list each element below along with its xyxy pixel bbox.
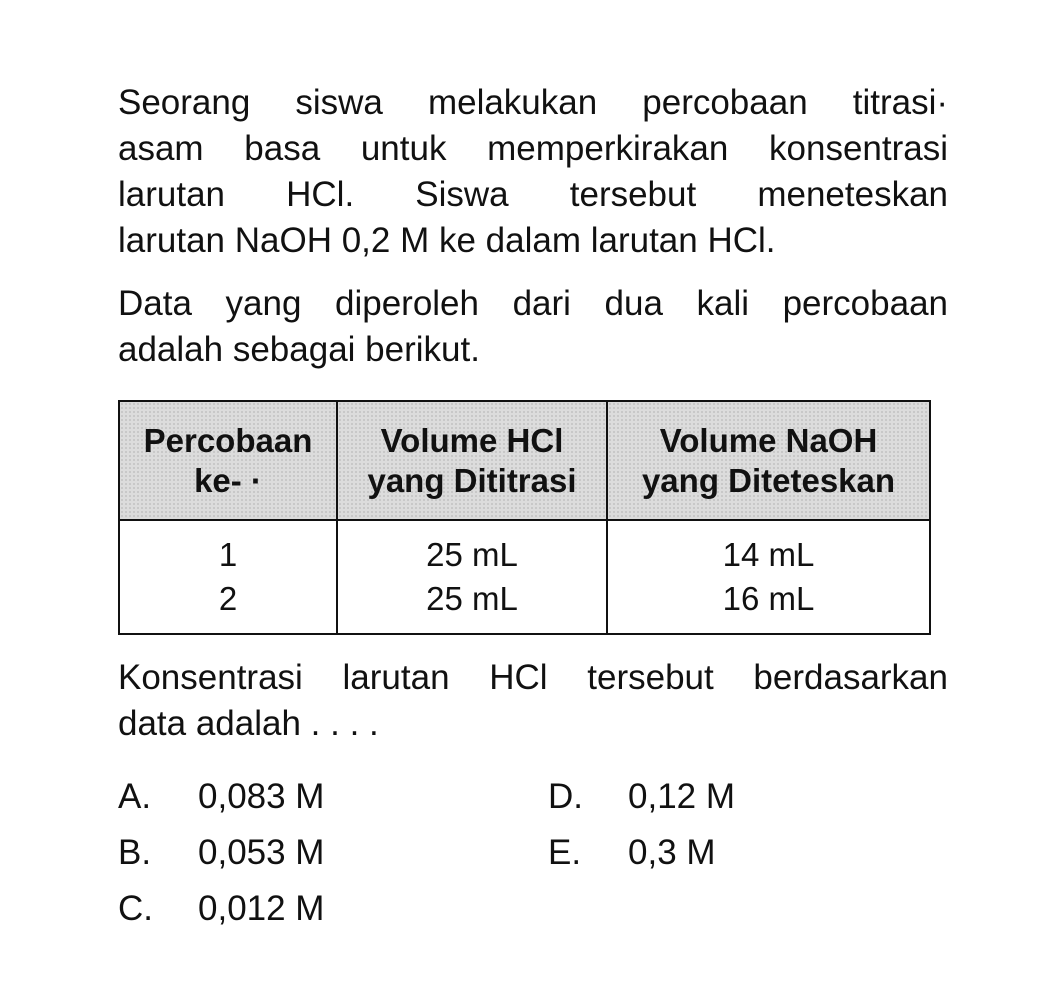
option-text: 0,012 M: [198, 889, 325, 928]
option-text: 0,12 M: [628, 777, 735, 816]
option-a[interactable]: [118, 777, 324, 817]
option-letter: B.: [118, 833, 152, 872]
question-line: data adalah . . . .: [118, 704, 379, 743]
table-cell: 25 mL: [337, 520, 607, 577]
header-line: yang Diteteskan: [641, 461, 896, 499]
table-cell: 2: [119, 577, 337, 634]
option-c[interactable]: [118, 889, 324, 929]
header-line: Volume NaOH: [659, 421, 878, 459]
intro-line: larutan HCl. Siswa tersebut meneteskan: [118, 175, 948, 214]
data-intro-line: Data yang diperoleh dari dua kali percobaan: [118, 284, 948, 323]
table-cell: 25 mL: [337, 577, 607, 634]
option-text: 0,3 M: [628, 833, 716, 872]
header-line: Percobaan: [143, 421, 313, 459]
data-intro-paragraph: [118, 281, 948, 373]
option-text: 0,053 M: [198, 833, 325, 872]
intro-line: asam basa untuk memperkirakan konsentrasi: [118, 129, 948, 168]
header-trial-number: [119, 401, 337, 520]
table-cell: 14 mL: [607, 520, 930, 577]
option-text: 0,083 M: [198, 777, 325, 816]
table-cell: 1: [119, 520, 337, 577]
option-d[interactable]: [548, 777, 735, 817]
header-naoh-volume: [607, 401, 930, 520]
option-e[interactable]: [548, 833, 716, 873]
option-letter: C.: [118, 889, 153, 928]
intro-paragraph: [118, 80, 948, 264]
intro-line: larutan NaOH 0,2 M ke dalam larutan HCl.: [118, 221, 776, 260]
table-row: [119, 520, 930, 577]
question-paragraph: [118, 655, 948, 747]
table-cell: 16 mL: [607, 577, 930, 634]
option-letter: D.: [548, 777, 583, 816]
table-row: [119, 577, 930, 634]
option-letter: A.: [118, 777, 152, 816]
question-line: Konsentrasi larutan HCl tersebut berdasarkan: [118, 658, 948, 697]
option-b[interactable]: [118, 833, 324, 873]
table-header-row: [119, 401, 930, 520]
intro-line: Seorang siswa melakukan percobaan titrasi·: [118, 83, 948, 122]
experiment-table: [118, 400, 931, 635]
option-letter: E.: [548, 833, 582, 872]
header-line: Volume HCl: [380, 421, 564, 459]
data-intro-line: adalah sebagai berikut.: [118, 330, 480, 369]
header-line: yang Dititrasi: [367, 461, 577, 499]
header-line: ke- ·: [194, 461, 262, 499]
header-hcl-volume: [337, 401, 607, 520]
